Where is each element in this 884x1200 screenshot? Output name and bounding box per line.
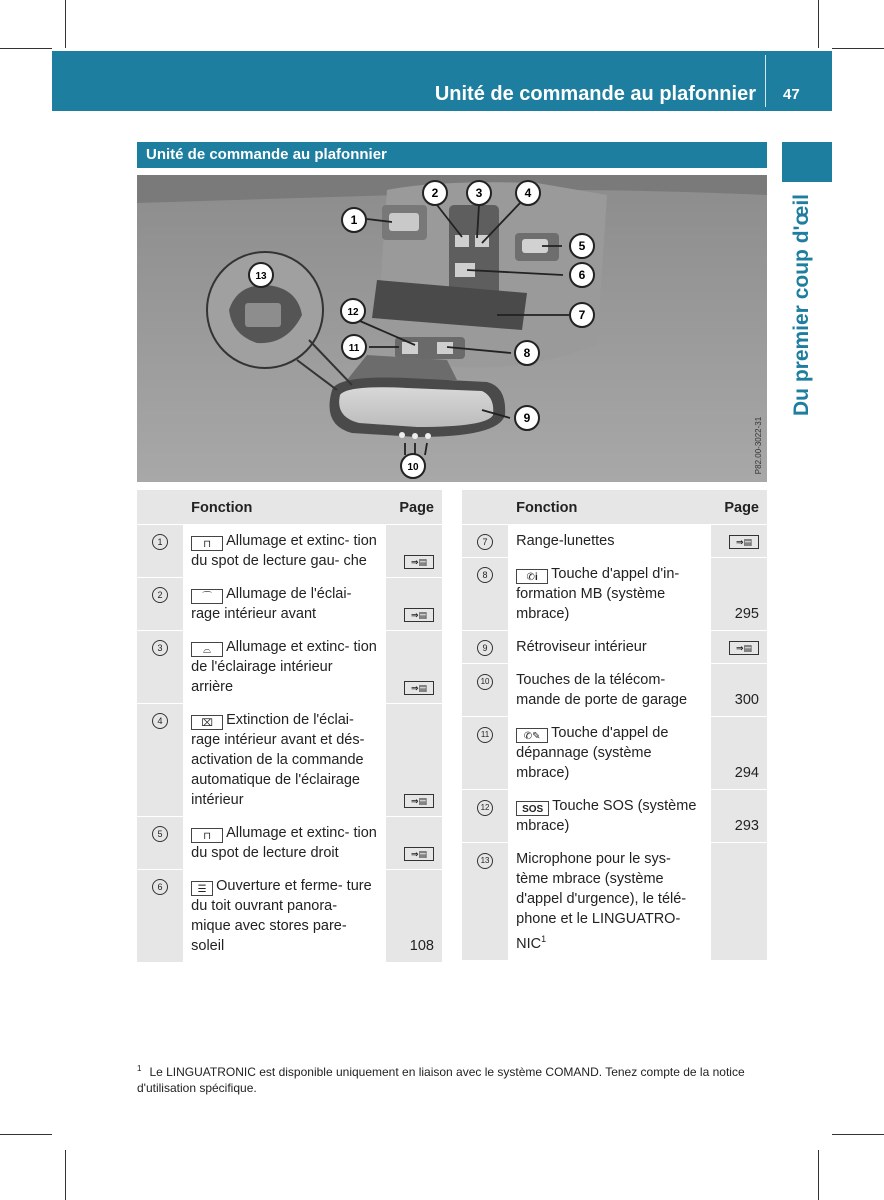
spot-light-icon: ⊓ xyxy=(191,828,223,843)
svg-text:1: 1 xyxy=(350,213,358,227)
table-row xyxy=(137,817,442,870)
page-ref: 108 xyxy=(409,938,434,954)
row-text: Allumage et extinc- tion du spot de lecture droit xyxy=(191,825,377,861)
phone-sos-icon: SOS xyxy=(516,801,549,816)
row-number: 10 xyxy=(477,674,493,690)
svg-text:10: 10 xyxy=(407,462,419,473)
crop-mark xyxy=(832,48,884,49)
callout-10 xyxy=(401,454,425,478)
crop-mark xyxy=(0,48,52,49)
table-row xyxy=(137,525,442,578)
row-number: 3 xyxy=(152,640,168,656)
row-text: Rétroviseur intérieur xyxy=(516,639,647,655)
page-title: Unité de commande au plafonnier xyxy=(434,83,756,105)
callout-13 xyxy=(249,263,273,287)
page-ref: 300 xyxy=(734,692,759,708)
crop-mark xyxy=(818,1150,819,1200)
svg-text:7: 7 xyxy=(578,308,586,322)
callout-5 xyxy=(570,234,594,258)
chapter-tab xyxy=(782,142,832,182)
callout-12 xyxy=(341,299,365,323)
svg-text:13: 13 xyxy=(255,271,267,282)
row-text: Touche SOS (système mbrace) xyxy=(516,798,697,834)
book-ref-icon: ⇒▤ xyxy=(404,847,434,861)
svg-text:2: 2 xyxy=(431,186,439,200)
row-number: 4 xyxy=(152,713,168,729)
footnote-marker: 1 xyxy=(137,1064,142,1073)
table-header-row xyxy=(462,490,767,525)
table-row xyxy=(137,631,442,704)
image-code: P82.00-3022-31 xyxy=(754,416,764,474)
page-ref: 293 xyxy=(734,818,759,834)
sunroof-icon: ☰ xyxy=(191,881,213,896)
row-text: Range-lunettes xyxy=(516,533,615,549)
table-row xyxy=(462,558,767,631)
table-row xyxy=(462,631,767,664)
row-number: 8 xyxy=(477,567,493,583)
svg-text:4: 4 xyxy=(524,186,532,200)
phone-wrench-icon: ✆✎ xyxy=(516,728,548,743)
header-page: Page xyxy=(386,490,442,525)
row-text: Microphone pour le sys- tème mbrace (système d'appel d'urgence), le télé- phone et le LINGUATRO- NIC xyxy=(516,851,687,952)
light-off-icon: ⌧ xyxy=(191,715,223,730)
phone-info-icon: ✆i xyxy=(516,569,548,584)
row-text: Ouverture et ferme- ture du toit ouvrant panora- mique avec stores pare- soleil xyxy=(191,878,372,954)
crop-mark xyxy=(832,1134,884,1135)
svg-text:5: 5 xyxy=(578,239,586,253)
page-ref: 294 xyxy=(734,765,759,781)
table-row xyxy=(462,843,767,961)
header-num xyxy=(462,490,508,525)
svg-text:3: 3 xyxy=(475,186,483,200)
row-number: 11 xyxy=(477,727,493,743)
function-table-left xyxy=(137,490,442,963)
section-heading: Unité de commande au plafonnier xyxy=(137,142,767,168)
row-text: Touche d'appel de dépannage (système mbrace) xyxy=(516,725,669,781)
table-row xyxy=(462,664,767,717)
row-number: 7 xyxy=(477,534,493,550)
chapter-label: Du premier coup d'œil xyxy=(790,193,814,417)
header-num xyxy=(137,490,183,525)
footnote-text: Le LINGUATRONIC est disponible uniquement en liaison avec le système COMAND. Tenez compte de la notice d'utilisation spécifique. xyxy=(137,1065,745,1095)
svg-text:6: 6 xyxy=(578,268,586,282)
row-text: Touche d'appel d'in- formation MB (système mbrace) xyxy=(516,566,680,622)
callout-7 xyxy=(570,303,594,327)
callout-1 xyxy=(342,208,366,232)
table-row xyxy=(137,704,442,817)
book-ref-icon: ⇒▤ xyxy=(404,681,434,695)
book-ref-icon: ⇒▤ xyxy=(404,608,434,622)
svg-text:12: 12 xyxy=(347,307,359,318)
table-row xyxy=(137,870,442,963)
crop-mark xyxy=(65,0,66,48)
callout-11 xyxy=(342,335,366,359)
svg-text:11: 11 xyxy=(348,343,360,354)
page-ref: 295 xyxy=(734,606,759,622)
row-number: 5 xyxy=(152,826,168,842)
book-ref-icon: ⇒▤ xyxy=(404,794,434,808)
crop-mark xyxy=(818,0,819,48)
crop-mark xyxy=(65,1150,66,1200)
row-text: Extinction de l'éclai- rage intérieur avant et dés- activation de la commande automatique de l'éclairage intérieur xyxy=(191,712,365,808)
book-ref-icon: ⇒▤ xyxy=(404,555,434,569)
footnote-ref: 1 xyxy=(541,934,547,944)
header-page: Page xyxy=(711,490,767,525)
svg-text:9: 9 xyxy=(523,411,531,425)
header-function: Fonction xyxy=(508,490,711,525)
row-number: 13 xyxy=(477,853,493,869)
table-row xyxy=(462,525,767,558)
callout-3 xyxy=(467,181,491,205)
callout-4 xyxy=(516,181,540,205)
rear-light-icon: ⌓ xyxy=(191,642,223,657)
table-row xyxy=(462,790,767,843)
header-function: Fonction xyxy=(183,490,386,525)
row-number: 6 xyxy=(152,879,168,895)
row-number: 12 xyxy=(477,800,493,816)
table-row xyxy=(137,578,442,631)
table-row xyxy=(462,717,767,790)
row-text: Allumage de l'éclai- rage intérieur avant xyxy=(191,586,352,622)
callout-9 xyxy=(515,406,539,430)
row-number: 2 xyxy=(152,587,168,603)
row-number: 1 xyxy=(152,534,168,550)
row-text: Touches de la télécom- mande de porte de garage xyxy=(516,672,688,708)
book-ref-icon: ⇒▤ xyxy=(729,535,759,549)
row-text: Allumage et extinc- tion de l'éclairage intérieur arrière xyxy=(191,639,377,695)
spot-light-icon: ⊓ xyxy=(191,536,223,551)
book-ref-icon: ⇒▤ xyxy=(729,641,759,655)
crop-mark xyxy=(0,1134,52,1135)
callout-6 xyxy=(570,263,594,287)
overhead-control-panel-image xyxy=(137,175,767,482)
table-header-row xyxy=(137,490,442,525)
svg-text:8: 8 xyxy=(523,346,531,360)
footnote xyxy=(137,1061,769,1096)
row-number: 9 xyxy=(477,640,493,656)
function-table-right xyxy=(462,490,767,961)
header-divider xyxy=(765,55,766,107)
row-text: Allumage et extinc- tion du spot de lecture gau- che xyxy=(191,533,377,569)
callout-2 xyxy=(423,181,447,205)
callout-8 xyxy=(515,341,539,365)
front-light-icon: ⌒ xyxy=(191,589,223,604)
page-number: 47 xyxy=(783,86,800,103)
